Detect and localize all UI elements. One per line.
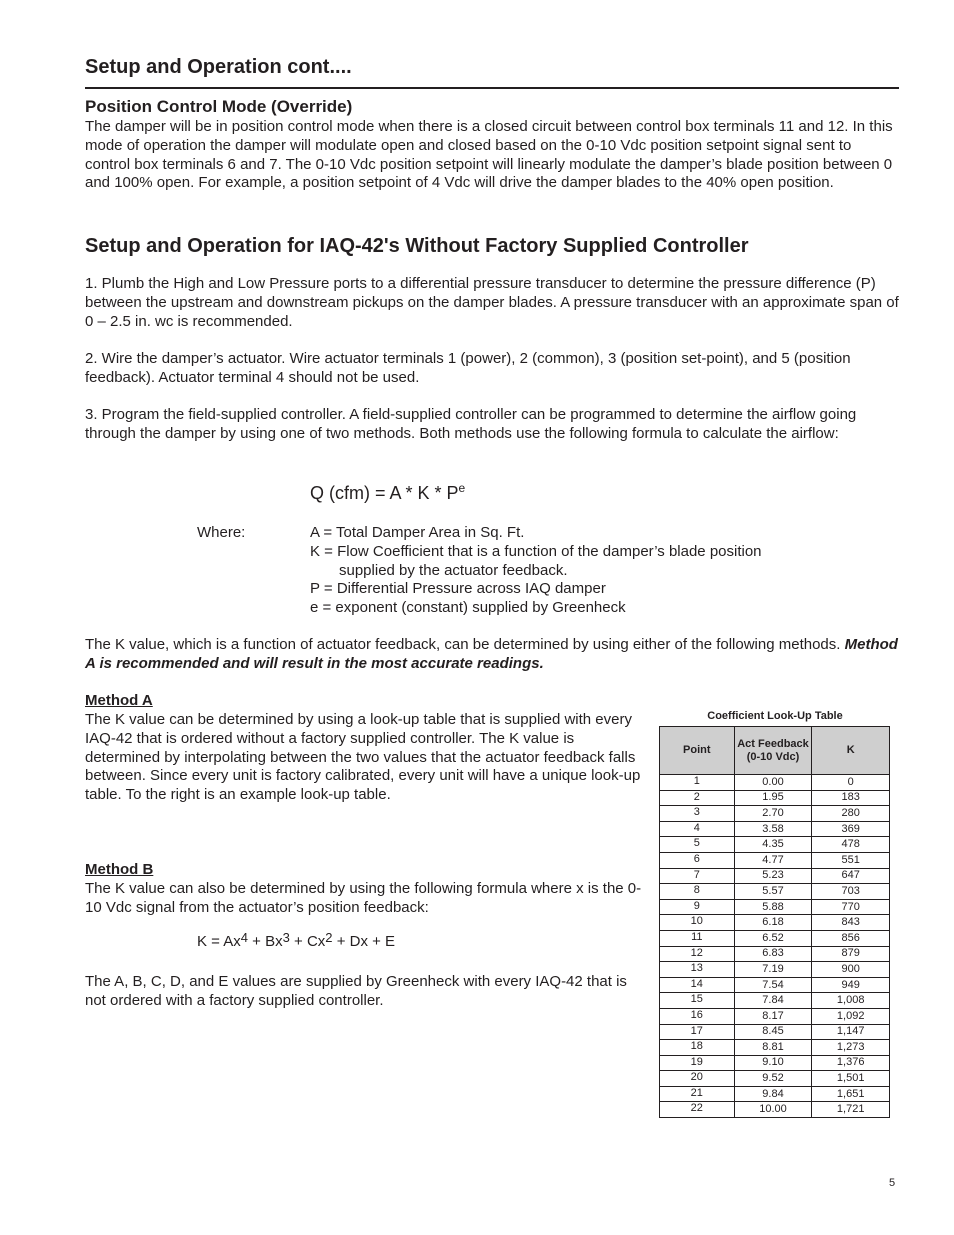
cell-point: 7 xyxy=(660,868,735,884)
cell-k: 703 xyxy=(812,884,890,900)
k-value-emphasis: Method A is recommended and will result in the most accurate readings. xyxy=(85,636,898,672)
table-row xyxy=(660,899,890,915)
method-b-paragraph: The K value can also be determined by using the following formula where x is the 0-10 Vdc signal from the actuator’s position feedback: xyxy=(85,880,642,916)
cell-point: 11 xyxy=(660,930,735,946)
coefficient-lookup-table xyxy=(659,726,890,1118)
cell-k: 1,273 xyxy=(812,1040,890,1056)
cell-k: 900 xyxy=(812,962,890,978)
poly-term-a: K = Ax xyxy=(197,933,241,950)
table-row xyxy=(660,821,890,837)
cell-point: 17 xyxy=(660,1024,735,1040)
definition-k: K = Flow Coefficient that is a function of the damper’s blade position xyxy=(310,542,762,560)
step-1-paragraph: 1. Plumb the High and Low Pressure ports to a differential pressure transducer to determine the pressure difference (P) between the upstream and downstream pickups on the damper blades. A pressure transducer with an approximate span of 0 – 2.5 in. wc is recommended. xyxy=(85,275,899,330)
cell-point: 20 xyxy=(660,1071,735,1087)
cell-act-feedback: 7.84 xyxy=(734,993,812,1009)
cell-point: 10 xyxy=(660,915,735,931)
cell-act-feedback: 5.23 xyxy=(734,868,812,884)
cell-k: 770 xyxy=(812,899,890,915)
cell-act-feedback: 4.35 xyxy=(734,837,812,853)
cell-point: 9 xyxy=(660,899,735,915)
definition-a: A = Total Damper Area in Sq. Ft. xyxy=(310,524,525,541)
cell-act-feedback: 1.95 xyxy=(734,790,812,806)
table-row xyxy=(660,930,890,946)
definition-e: e = exponent (constant) supplied by Greenheck xyxy=(310,599,626,617)
cell-act-feedback: 0.00 xyxy=(734,775,812,791)
cell-point: 13 xyxy=(660,962,735,978)
where-label: Where: xyxy=(197,524,246,541)
cell-k: 843 xyxy=(812,915,890,931)
cell-act-feedback: 7.19 xyxy=(734,962,812,978)
header-point: Point xyxy=(660,727,735,775)
definition-p: P = Differential Pressure across IAQ damper xyxy=(310,580,606,598)
cell-k: 478 xyxy=(812,837,890,853)
k-polynomial-formula xyxy=(197,930,396,952)
k-value-paragraph xyxy=(85,636,900,674)
airflow-formula-base: Q (cfm) = A * K * P xyxy=(310,483,459,503)
cell-k: 856 xyxy=(812,930,890,946)
cell-act-feedback: 2.70 xyxy=(734,806,812,822)
cell-point: 19 xyxy=(660,1055,735,1071)
poly-exponent-2: 2 xyxy=(325,930,333,945)
method-a-heading: Method A xyxy=(85,692,153,709)
cell-act-feedback: 9.84 xyxy=(734,1086,812,1102)
coefficient-supply-paragraph: The A, B, C, D, and E values are supplied by Greenheck with every IAQ-42 that is not ordered with a factory supplied controller. xyxy=(85,973,627,1009)
step-2-paragraph: 2. Wire the damper’s actuator. Wire actuator terminals 1 (power), 2 (common), 3 (position set-point), and 5 (position feedback). Actuator terminal 4 should not be used. xyxy=(85,350,851,386)
cell-k: 0 xyxy=(812,775,890,791)
cell-point: 16 xyxy=(660,1008,735,1024)
cell-k: 1,651 xyxy=(812,1086,890,1102)
table-row xyxy=(660,993,890,1009)
poly-exponent-3: 3 xyxy=(282,930,290,945)
cell-act-feedback: 10.00 xyxy=(734,1102,812,1118)
page-title: Setup and Operation cont.... xyxy=(85,56,352,78)
cell-point: 5 xyxy=(660,837,735,853)
table-row xyxy=(660,1024,890,1040)
cell-point: 3 xyxy=(660,806,735,822)
poly-term-c: + Cx xyxy=(289,933,326,950)
cell-k: 1,376 xyxy=(812,1055,890,1071)
cell-point: 4 xyxy=(660,821,735,837)
table-row xyxy=(660,1071,890,1087)
cell-point: 2 xyxy=(660,790,735,806)
cell-point: 14 xyxy=(660,977,735,993)
cell-act-feedback: 9.52 xyxy=(734,1071,812,1087)
cell-k: 647 xyxy=(812,868,890,884)
cell-act-feedback: 5.57 xyxy=(734,884,812,900)
k-value-intro: The K value, which is a function of actuator feedback, can be determined by using either of the following methods. xyxy=(85,636,845,653)
cell-k: 280 xyxy=(812,806,890,822)
step-3-paragraph: 3. Program the field-supplied controller. A field-supplied controller can be programmed to determine the airflow going through the damper by using one of two methods. Both methods use the following formula to calculate the airflow: xyxy=(85,406,857,442)
cell-k: 551 xyxy=(812,852,890,868)
cell-act-feedback: 3.58 xyxy=(734,821,812,837)
cell-k: 949 xyxy=(812,977,890,993)
table-row xyxy=(660,884,890,900)
poly-exponent-4: 4 xyxy=(240,930,249,945)
section-heading: Setup and Operation for IAQ-42's Without Factory Supplied Controller xyxy=(85,235,749,257)
table-row xyxy=(660,1040,890,1056)
airflow-formula xyxy=(310,481,465,505)
table-row xyxy=(660,1086,890,1102)
method-a-paragraph: The K value can be determined by using a look-up table that is supplied with every IAQ-42 that is ordered without a factory supplied controller. The K value is determined by interpolating between the two values that the actuator feedback falls between. Since every unit is factory calibrated, every unit will have a unique look-up table. To the right is an example look-up table. xyxy=(85,711,641,804)
cell-point: 22 xyxy=(660,1102,735,1118)
position-control-paragraph: The damper will be in position control mode when there is a closed circuit between control box terminals 11 and 12. In this mode of operation the damper will modulate open and closed based on the 0-10 Vdc position setpoint signal sent to control box terminals 6 and 7. The 0-10 Vdc position setpoint will linearly modulate the damper’s blade position between 0 and 100% open. For example, a position setpoint of 4 Vdc will drive the damper blades to the 40% open position. xyxy=(85,118,893,192)
cell-point: 12 xyxy=(660,946,735,962)
table-row xyxy=(660,837,890,853)
cell-k: 1,721 xyxy=(812,1102,890,1118)
table-row xyxy=(660,977,890,993)
cell-k: 1,501 xyxy=(812,1071,890,1087)
cell-act-feedback: 8.17 xyxy=(734,1008,812,1024)
table-row xyxy=(660,1008,890,1024)
airflow-formula-exponent: e xyxy=(458,481,466,495)
cell-act-feedback: 6.83 xyxy=(734,946,812,962)
lookup-table-caption: Coefficient Look-Up Table xyxy=(707,710,843,722)
table-row xyxy=(660,915,890,931)
poly-term-rest: + Dx + E xyxy=(332,933,396,950)
header-k: K xyxy=(812,727,890,775)
cell-act-feedback: 8.45 xyxy=(734,1024,812,1040)
cell-point: 1 xyxy=(660,775,735,791)
table-row xyxy=(660,868,890,884)
cell-act-feedback: 8.81 xyxy=(734,1040,812,1056)
cell-point: 8 xyxy=(660,884,735,900)
table-row xyxy=(660,1102,890,1118)
cell-k: 1,147 xyxy=(812,1024,890,1040)
page-number: 5 xyxy=(889,1177,896,1189)
cell-act-feedback: 5.88 xyxy=(734,899,812,915)
definition-k-continued: supplied by the actuator feedback. xyxy=(339,561,568,579)
cell-k: 1,008 xyxy=(812,993,890,1009)
table-row xyxy=(660,775,890,791)
table-row xyxy=(660,790,890,806)
method-b-heading: Method B xyxy=(85,861,154,878)
table-row xyxy=(660,806,890,822)
cell-k: 1,092 xyxy=(812,1008,890,1024)
header-act-feedback: Act Feedback (0-10 Vdc) xyxy=(734,727,812,775)
position-control-heading: Position Control Mode (Override) xyxy=(85,97,353,116)
title-divider xyxy=(85,87,899,89)
cell-point: 21 xyxy=(660,1086,735,1102)
cell-point: 6 xyxy=(660,852,735,868)
table-header-row xyxy=(660,727,890,775)
cell-act-feedback: 6.52 xyxy=(734,930,812,946)
cell-k: 183 xyxy=(812,790,890,806)
table-row xyxy=(660,962,890,978)
cell-k: 369 xyxy=(812,821,890,837)
formula-definitions xyxy=(310,524,870,618)
cell-k: 879 xyxy=(812,946,890,962)
table-row xyxy=(660,1055,890,1071)
table-row xyxy=(660,946,890,962)
cell-act-feedback: 6.18 xyxy=(734,915,812,931)
cell-point: 18 xyxy=(660,1040,735,1056)
cell-point: 15 xyxy=(660,993,735,1009)
table-row xyxy=(660,852,890,868)
poly-term-b: + Bx xyxy=(248,933,283,950)
cell-act-feedback: 4.77 xyxy=(734,852,812,868)
cell-act-feedback: 7.54 xyxy=(734,977,812,993)
cell-act-feedback: 9.10 xyxy=(734,1055,812,1071)
